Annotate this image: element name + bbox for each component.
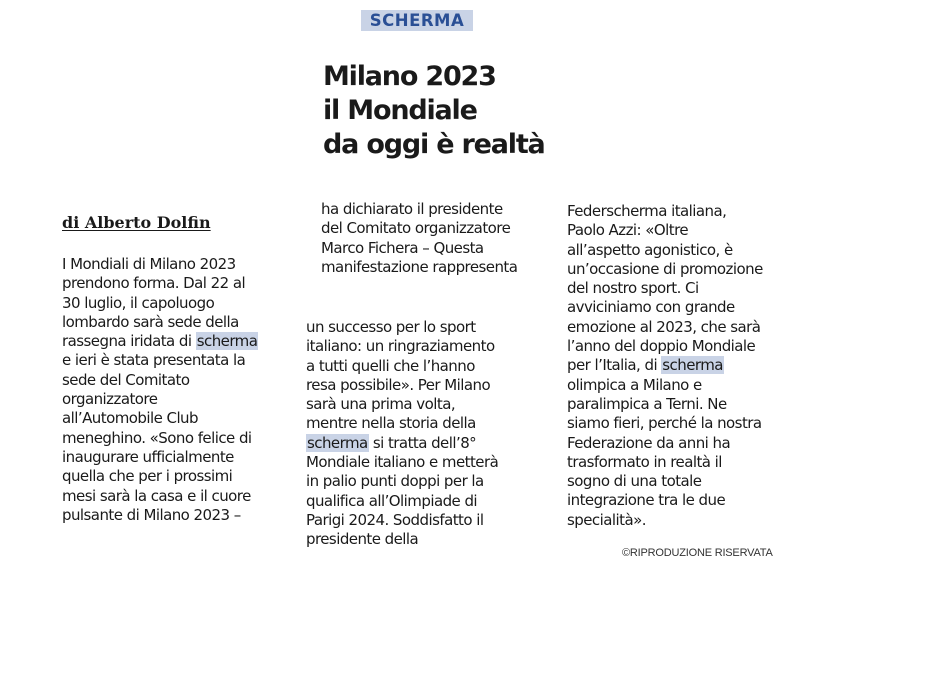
article-column-1 [62,255,282,525]
text-line: a tutti quelli che l’hanno [306,356,475,375]
text-line: I Mondiali di Milano 2023 [62,255,236,273]
text-line: Parigi 2024. Soddisfatto il [306,510,484,529]
text-line: paralimpica a Terni. Ne [567,394,727,413]
text-line: all’aspetto agonistico, è [567,240,733,259]
text-line: avviciniamo con grande [567,298,735,317]
copyright-notice: ©RIPRODUZIONE RISERVATA [622,547,773,559]
article-column-2-top [321,200,551,277]
text-line: quella che per i prossimi [62,467,233,486]
byline: di Alberto Dolfin [62,213,211,232]
keyword-highlight: scherma [196,332,258,351]
text-line: prendono forma. Dal 22 al [62,274,246,293]
text-line: organizzatore [62,390,158,409]
text-line: Paolo Azzi: «Oltre [567,221,689,240]
text-line: l’anno del doppio Mondiale [567,337,756,356]
text-line: italiano: un ringraziamento [306,337,495,356]
text-fragment: per l’Italia, di [567,356,662,375]
text-line [567,356,797,375]
text-line: emozione al 2023, che sarà [567,317,761,336]
text-line: trasformato in realtà il [567,452,722,471]
text-line: del Comitato organizzatore [321,219,511,238]
text-line: presidente della [306,530,419,549]
headline [323,60,583,162]
text-fragment: si tratta dell’8° [368,433,477,452]
text-line: meneghino. «Sono felice di [62,428,252,447]
text-fragment: rassegna iridata di [62,332,196,351]
text-line: sarà una prima volta, [306,395,456,414]
headline-line: il Mondiale [323,95,477,126]
text-line: specialità». [567,510,646,529]
text-line: 30 luglio, il capoluogo [62,293,215,312]
text-line: lombardo sarà sede della [62,312,239,331]
article-column-3 [567,202,797,530]
text-line: resa possibile». Per Milano [306,375,491,394]
text-line: inaugurare ufficialmente [62,447,234,466]
text-line: Federscherma italiana, [567,202,727,220]
headline-line: Milano 2023 [323,61,496,92]
text-line: ha dichiarato il presidente [321,200,503,218]
text-line: e ieri è stata presentata la [62,351,246,370]
text-line: manifestazione rappresenta [321,257,518,276]
text-line: Mondiale italiano e metterà [306,453,499,472]
text-line: siamo fieri, perché la nostra [567,414,762,433]
text-line: sede del Comitato [62,370,190,389]
text-line: olimpica a Milano e [567,375,702,394]
section-tag: SCHERMA [361,10,473,31]
text-line: Marco Fichera – Questa [321,238,484,257]
text-line [62,332,282,351]
headline-line: da oggi è realtà [323,129,545,160]
text-line: sogno di una totale [567,472,702,491]
keyword-highlight: scherma [307,433,368,452]
text-line: mesi sarà la casa e il cuore [62,486,251,505]
text-line: integrazione tra le due [567,491,726,510]
text-line: in palio punti doppi per la [306,472,484,491]
text-line: un successo per lo sport [306,318,476,336]
text-line: mentre nella storia della [306,414,476,433]
text-line: all’Automobile Club [62,409,198,428]
text-line: pulsante di Milano 2023 – [62,505,241,524]
text-line: un’occasione di promozione [567,259,763,278]
article-column-2-bottom [306,318,546,550]
text-line: qualifica all’Olimpiade di [306,491,478,510]
text-line: del nostro sport. Ci [567,279,699,298]
text-line: Federazione da anni ha [567,433,731,452]
keyword-highlight: scherma [662,356,723,375]
text-line [306,434,546,453]
